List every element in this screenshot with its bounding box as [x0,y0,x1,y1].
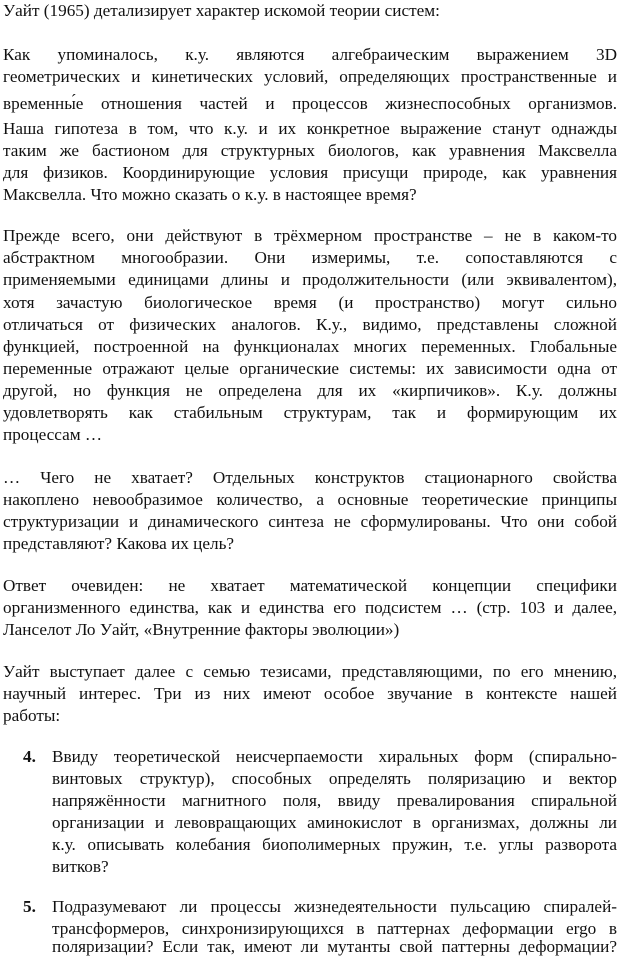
list-number: 5. [23,897,36,916]
text-line: работы: [3,706,61,725]
text-line: Как упоминалось, к.у. являются алгебраическим выражением 3D [3,45,617,64]
text-line: Максвелла. Что можно сказать о к.у. в настоящее время? [3,185,417,204]
text-line: винтовых структур), способных определять поляризацию и вектор [52,769,617,788]
text-line: отличаться от физических аналогов. К.у., видимо, представлены сложной [3,315,617,334]
text-line: функцией, построенной на функционалах многих переменных. Глобальные [3,337,617,356]
text-line: удовлетворять как стабильным структурам, так и формирующим их [3,403,617,422]
text-line: другой, но функция не определена для их «кирпичиков». К.у. должны [3,381,617,400]
text-line: процессам … [3,425,103,444]
text-line: накоплено невообразимое количество, а основные теоретические принципы [3,490,617,509]
text-line: Прежде всего, они действуют в трёхмерном пространстве – не в каком-то [3,226,617,245]
text-line: Ланселот Ло Уайт, «Внутренние факторы эволюции») [3,620,400,639]
text-line: переменные отражают целые органические системы: их зависимости одна от [3,359,617,378]
text-line: структуризации и динамического синтеза не сформулированы. Что они собой [3,512,617,531]
text-line: организации и левовращающих аминокислот в организмах, должны ли [52,813,617,832]
text-line: Наша гипотеза в том, что к.у. и их конкретное выражение станут однажды [3,119,617,138]
text-line: поляризации? Если так, имеют ли мутанты свой паттерны деформации? [52,937,617,956]
text-line: временны́е отношения частей и процессов жизнеспособных организмов. [3,94,617,113]
text-line: организменного единства, как и единства его подсистем … (стр. 103 и далее, [3,598,617,617]
text-line: хотя зачастую биологическое время (и пространство) могут сильно [3,293,617,312]
text-line: Подразумевают ли процессы жизнедеятельности пульсацию спиралей- [52,897,617,916]
text-line: Ответ очевиден: не хватает математической концепции специфики [3,576,617,595]
text-line: для физиков. Координирующие условия присущи природе, как уравнения [3,163,617,182]
text-line: к.у. описывать колебания биополимерных пружин, т.е. углы разворота [52,835,617,854]
text-line: витков? [52,857,109,876]
text-line: представляют? Какова их цель? [3,534,235,553]
text-line: геометрических и кинетических условий, определяющих пространственные и [3,67,617,86]
text-line: трансформеров, синхронизирующихся в паттернах деформации ergo в [52,919,617,938]
text-line: абстрактном многообразии. Они измеримы, т.е. сопоставляются с [3,248,617,267]
text-line: Уайт выступает далее с семью тезисами, представляющими, по его мнению, [3,662,617,681]
text-line: … Чего не хватает? Отдельных конструктов стационарного свойства [3,468,617,487]
text-line: таким же бастионом для структурных биологов, как уравнения Максвелла [3,141,617,160]
text-line: Ввиду теоретической неисчерпаемости хиральных форм (спирально- [52,747,617,766]
intro-line: Уайт (1965) детализирует характер искомой теории систем: [3,1,440,20]
text-line: напряжённости магнитного поля, ввиду превалирования спиральной [52,791,617,810]
text-line: применяемыми единицами длины и продолжительности (или эквивалентом), [3,270,617,289]
list-number: 4. [23,747,36,766]
text-line: научный интерес. Три из них имеют особое звучание в контексте нашей [3,684,617,703]
